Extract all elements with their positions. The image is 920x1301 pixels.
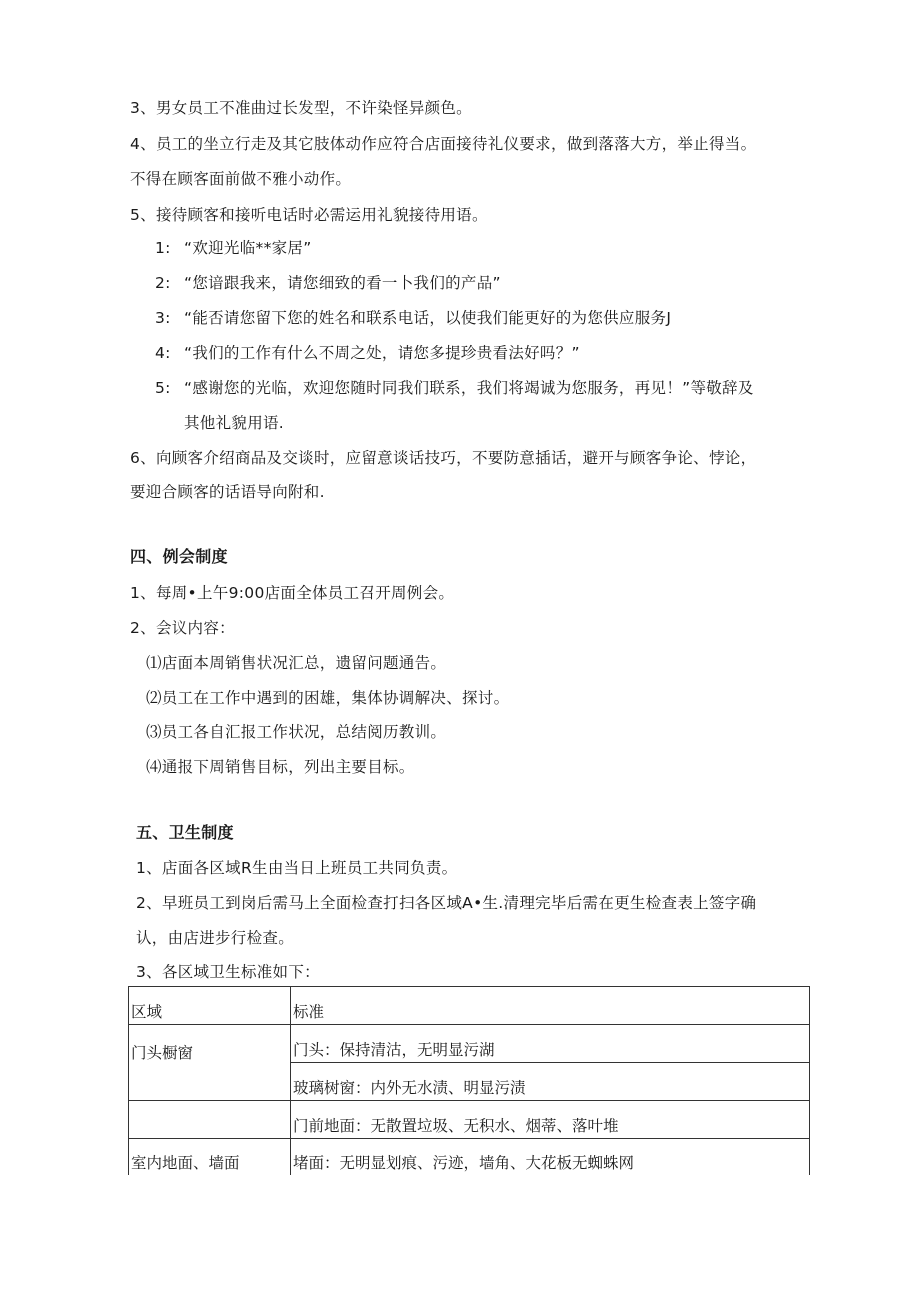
- hygiene-section-heading: 五、卫生制度: [136, 823, 234, 842]
- meeting-subitem-4: ⑷通报下周销售目标，列出主要目标。: [146, 758, 415, 776]
- standard-front-floor: 门前地面：无散置垃圾、无积水、烟蒂、落叶堆: [291, 1101, 810, 1139]
- rule-5-polite-language: 5、接待顾客和接听电话时必需运用礼貌接待用语。: [130, 206, 488, 224]
- table-row: [129, 1025, 810, 1063]
- header-area: 区域: [129, 987, 291, 1025]
- header-standard: 标准: [291, 987, 810, 1025]
- rule-4-line2: 不得在顾客面前做不雅小动作。: [130, 170, 352, 188]
- standard-window: 玻璃树窗：内外无水渍、明显污渍: [291, 1063, 810, 1101]
- hygiene-item-2-line2: 认，由店进步行检查。: [136, 929, 295, 947]
- hygiene-item-3: 3、各区域卫生标准如下：: [136, 963, 320, 981]
- meeting-item-2: 2、会议内容：: [130, 619, 235, 637]
- area-storefront: 门头橱窗: [129, 1025, 291, 1101]
- rule-6-line1: 6、向顾客介绍商品及交谈时，应留意谈话技巧，不要防意插话，避开与顾客争论、悖论，: [130, 449, 757, 467]
- phrase-2-number: 2:: [155, 274, 171, 292]
- meeting-item-1: 1、每周•上午9:00店面全体员工召开周例会。: [130, 584, 455, 602]
- hygiene-standards-table: [128, 986, 810, 1175]
- table-header-row: [129, 987, 810, 1025]
- standard-door: 门头：保持清沽，无明显污湖: [291, 1025, 810, 1063]
- hygiene-item-2-line1: 2、早班员工到岗后需马上全面检查打扫各区域A•生.清理完毕后需在更生检查表上签字确: [136, 894, 757, 912]
- phrase-1-text: “欢迎光临**家居”: [184, 239, 312, 257]
- rule-4-line1: 4、员工的坐立行走及其它肢体动作应符合店面接待礼仪要求，做到落落大方，举止得当。: [130, 135, 757, 153]
- phrase-3-text: “能否请您留下您的姓名和联系电话，以使我们能更好的为您供应服务J: [184, 309, 672, 327]
- hygiene-item-1: 1、店面各区域R生由当日上班员工共同负责。: [136, 859, 458, 877]
- rule-6-line2: 要迎合顾客的话语导向附和.: [130, 483, 325, 501]
- standard-wall: 堵面：无明显划痕、污迹，墙角、大花板无蜘蛛网: [291, 1139, 810, 1176]
- phrase-5-number: 5:: [155, 379, 171, 397]
- phrase-5-continuation: 其他礼貌用语.: [184, 414, 285, 432]
- meeting-subitem-1: ⑴店面本周销售状况汇总，遗留问题通告。: [146, 654, 447, 672]
- rule-3-hairstyle: 3、男女员工不准曲过长发型，不许染怪异颜色。: [130, 99, 472, 117]
- meeting-subitem-3: ⑶员工各自汇报工作状况，总结阅历教训。: [146, 723, 447, 741]
- phrase-3-number: 3:: [155, 309, 171, 327]
- phrase-4-text: “我们的工作有什么不周之处，请您多提珍贵看法好吗？”: [184, 344, 580, 362]
- meeting-section-heading: 四、例会制度: [130, 547, 228, 566]
- table-row: [129, 1101, 810, 1139]
- table-row: [129, 1139, 810, 1176]
- phrase-2-text: “您谙跟我来，请您细致的看一卜我们的产品”: [184, 274, 501, 292]
- area-empty-cell: [129, 1101, 291, 1139]
- phrase-5-text: “感谢您的光临，欢迎您随时同我们联系，我们将竭诚为您服务，再见！”等敬辞及: [184, 379, 754, 397]
- phrase-1-number: 1:: [155, 239, 171, 257]
- meeting-subitem-2: ⑵员工在工作中遇到的困雄，集体协调解决、探讨。: [146, 689, 510, 707]
- phrase-4-number: 4:: [155, 344, 171, 362]
- area-indoor: 室内地面、墙面: [129, 1139, 291, 1176]
